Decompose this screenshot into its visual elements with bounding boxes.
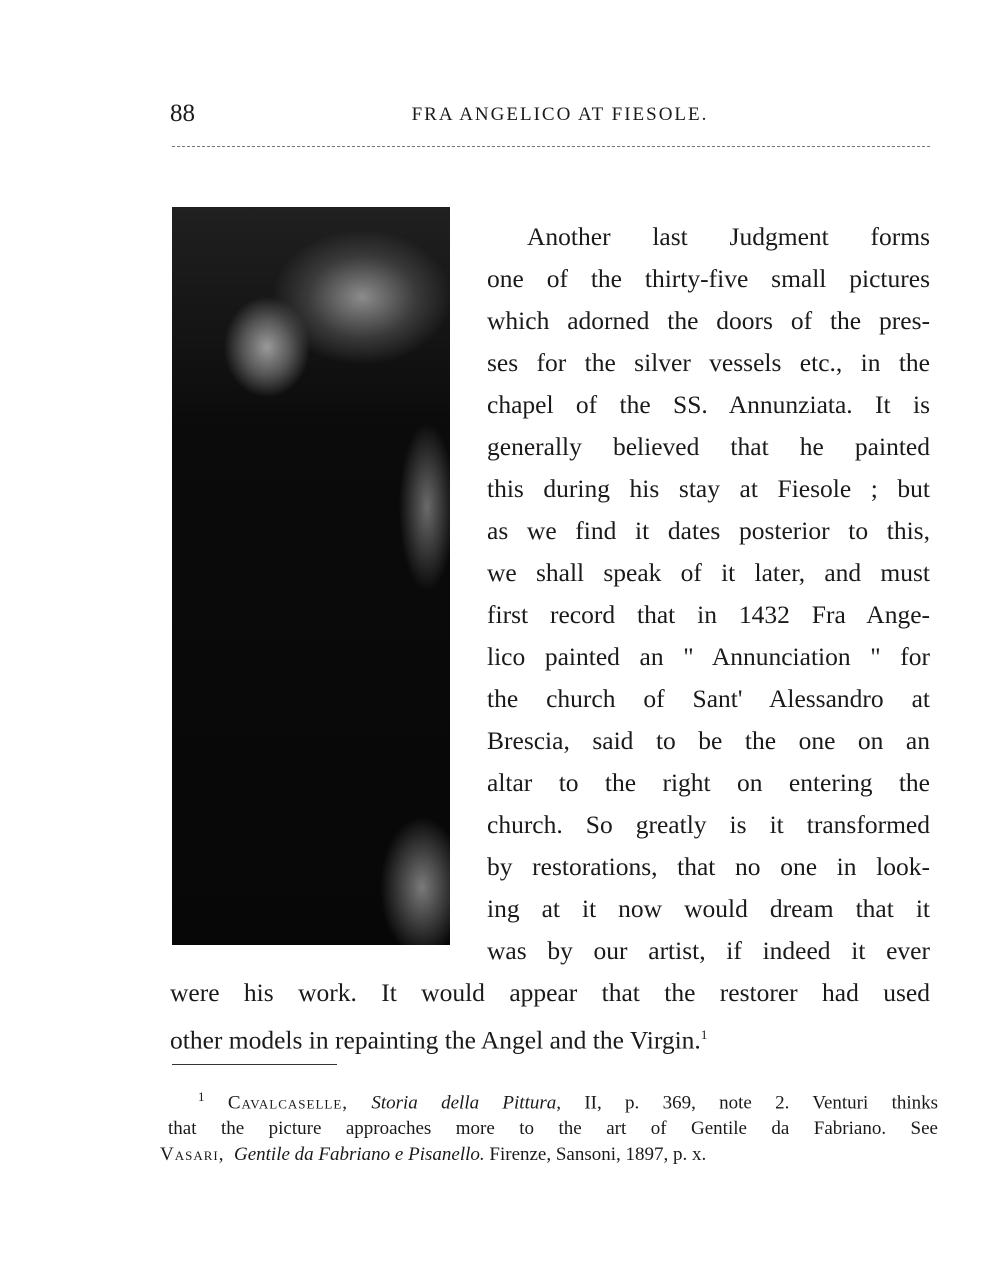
footnote-author: Cavalcaselle,	[227, 1092, 349, 1114]
text-line: were his work. It would appear that the restorer had used	[170, 978, 930, 1007]
footnote-text: Firenze, Sansoni, 1897, p. x.	[489, 1144, 707, 1166]
text-line: church. So greatly is it transformed	[487, 810, 930, 839]
illustration-plate	[172, 207, 450, 945]
footnote-text: II, p. 369, note 2. Venturi thinks	[584, 1092, 939, 1114]
text-line: one of the thirty-five small pictures	[487, 264, 930, 293]
text-line: other models in repainting the Angel and the Virgin.	[170, 1025, 701, 1055]
footnote	[160, 1084, 938, 1168]
text-line-last	[170, 1014, 930, 1056]
text-line: this during his stay at Fiesole ; but	[487, 474, 930, 503]
text-line: ses for the silver vessels etc., in the	[487, 348, 930, 377]
footnote-line: that the picture approaches more to the art of Gentile da Fabriano. See	[168, 1118, 938, 1140]
header-rule	[172, 146, 930, 147]
footnote-marker: 1	[198, 1089, 205, 1104]
text-line: ing at it now would dream that it	[487, 894, 930, 923]
text-line: first record that in 1432 Fra Ange-	[487, 600, 930, 629]
text-line: by restorations, that no one in look-	[487, 852, 930, 881]
page-header	[170, 100, 930, 132]
text-line: altar to the right on entering the	[487, 768, 930, 797]
running-title: FRA ANGELICO AT FIESOLE.	[411, 104, 709, 125]
text-line: which adorned the doors of the pres-	[487, 306, 930, 335]
text-line: Another last Judgment forms	[527, 222, 930, 251]
footnote-line	[160, 1084, 938, 1116]
text-line: we shall speak of it later, and must	[487, 558, 930, 587]
text-line: was by our artist, if indeed it ever	[487, 936, 930, 965]
footnote-rule	[172, 1064, 337, 1065]
footnote-author: Vasari,	[160, 1144, 225, 1166]
footnote-line	[160, 1142, 938, 1168]
page-number: 88	[170, 100, 195, 127]
text-line: lico painted an " Annunciation " for	[487, 642, 930, 671]
text-line: generally believed that he painted	[487, 432, 930, 461]
footnote-title: Gentile da Fabriano e Pisanello.	[233, 1144, 485, 1166]
text-line: as we find it dates posterior to this,	[487, 516, 930, 545]
text-line: chapel of the SS. Annunziata. It is	[487, 390, 930, 419]
footnote-reference: 1	[700, 1027, 708, 1042]
text-line: the church of Sant' Alessandro at	[487, 684, 930, 713]
text-line: Brescia, said to be the one on an	[487, 726, 930, 755]
footnote-title: Storia della Pittura,	[371, 1092, 561, 1114]
